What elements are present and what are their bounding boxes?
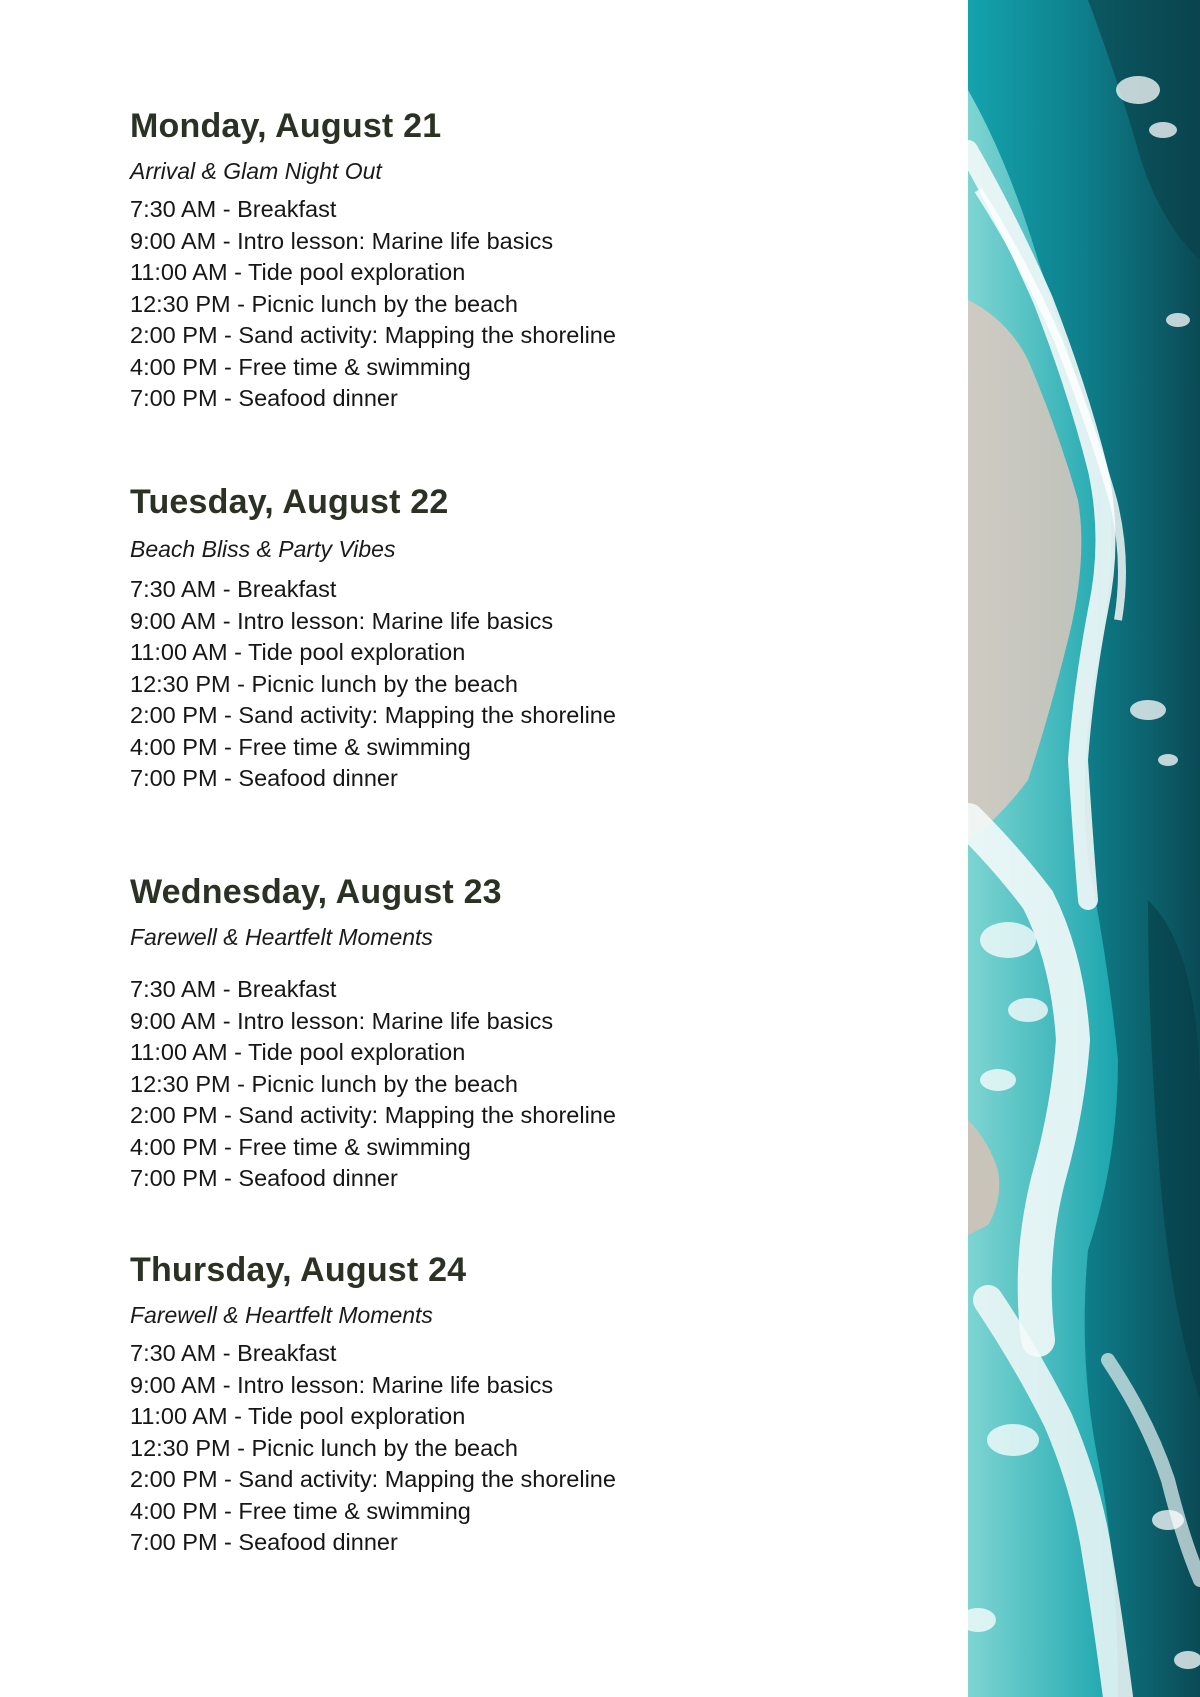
schedule-item: 11:00 AM - Tide pool exploration — [130, 259, 466, 285]
schedule-item: 2:00 PM - Sand activity: Mapping the shoreline — [130, 322, 616, 348]
schedule-item: 11:00 AM - Tide pool exploration — [130, 639, 466, 665]
schedule-item: 4:00 PM - Free time & swimming — [130, 733, 471, 760]
schedule-item: 9:00 AM - Intro lesson: Marine life basics — [130, 1007, 554, 1034]
day-title: Thursday, August 24 — [130, 1251, 467, 1289]
day-subtitle: Farewell & Heartfelt Moments — [130, 924, 433, 950]
schedule-item: 12:30 PM - Picnic lunch by the beach — [130, 1434, 518, 1461]
day-subtitle: Beach Bliss & Party Vibes — [130, 536, 396, 562]
schedule-item: 2:00 PM - Sand activity: Mapping the shoreline — [130, 1102, 616, 1128]
day-title: Monday, August 21 — [130, 107, 442, 145]
schedule-item: 12:30 PM - Picnic lunch by the beach — [130, 1070, 518, 1097]
day-subtitle: Farewell & Heartfelt Moments — [130, 1302, 433, 1328]
schedule-item: 11:00 AM - Tide pool exploration — [130, 1403, 466, 1429]
schedule-list — [130, 574, 616, 795]
day-thursday — [130, 1250, 616, 1559]
ocean-shoreline-illustration — [968, 0, 1200, 1697]
schedule-list — [130, 974, 616, 1195]
day-subtitle: Arrival & Glam Night Out — [130, 158, 382, 184]
schedule-item: 11:00 AM - Tide pool exploration — [130, 1039, 466, 1065]
schedule-item: 7:00 PM - Seafood dinner — [130, 765, 398, 791]
schedule-item: 4:00 PM - Free time & swimming — [130, 353, 471, 380]
schedule-item: 12:30 PM - Picnic lunch by the beach — [130, 290, 518, 317]
schedule-list — [130, 194, 616, 415]
schedule-item: 7:30 AM - Breakfast — [130, 576, 337, 602]
day-monday — [130, 106, 616, 415]
schedule-item: 4:00 PM - Free time & swimming — [130, 1133, 471, 1160]
day-wednesday — [130, 872, 616, 1195]
schedule-item: 7:00 PM - Seafood dinner — [130, 385, 398, 411]
schedule-item: 7:00 PM - Seafood dinner — [130, 1529, 398, 1555]
day-title: Tuesday, August 22 — [130, 483, 449, 521]
day-tuesday — [130, 482, 616, 795]
schedule-item: 9:00 AM - Intro lesson: Marine life basics — [130, 227, 554, 254]
day-title: Wednesday, August 23 — [130, 873, 502, 911]
schedule-item: 7:30 AM - Breakfast — [130, 1340, 337, 1366]
schedule-list — [130, 1338, 616, 1559]
schedule-item: 9:00 AM - Intro lesson: Marine life basics — [130, 1371, 554, 1398]
schedule-item: 9:00 AM - Intro lesson: Marine life basics — [130, 607, 554, 634]
schedule-item: 7:30 AM - Breakfast — [130, 196, 337, 222]
ocean-shoreline-image — [968, 0, 1200, 1697]
schedule-item: 12:30 PM - Picnic lunch by the beach — [130, 670, 518, 697]
schedule-item: 7:30 AM - Breakfast — [130, 976, 337, 1002]
schedule-item: 7:00 PM - Seafood dinner — [130, 1165, 398, 1191]
schedule-item: 2:00 PM - Sand activity: Mapping the shoreline — [130, 702, 616, 728]
schedule-item: 4:00 PM - Free time & swimming — [130, 1497, 471, 1524]
schedule-item: 2:00 PM - Sand activity: Mapping the shoreline — [130, 1466, 616, 1492]
